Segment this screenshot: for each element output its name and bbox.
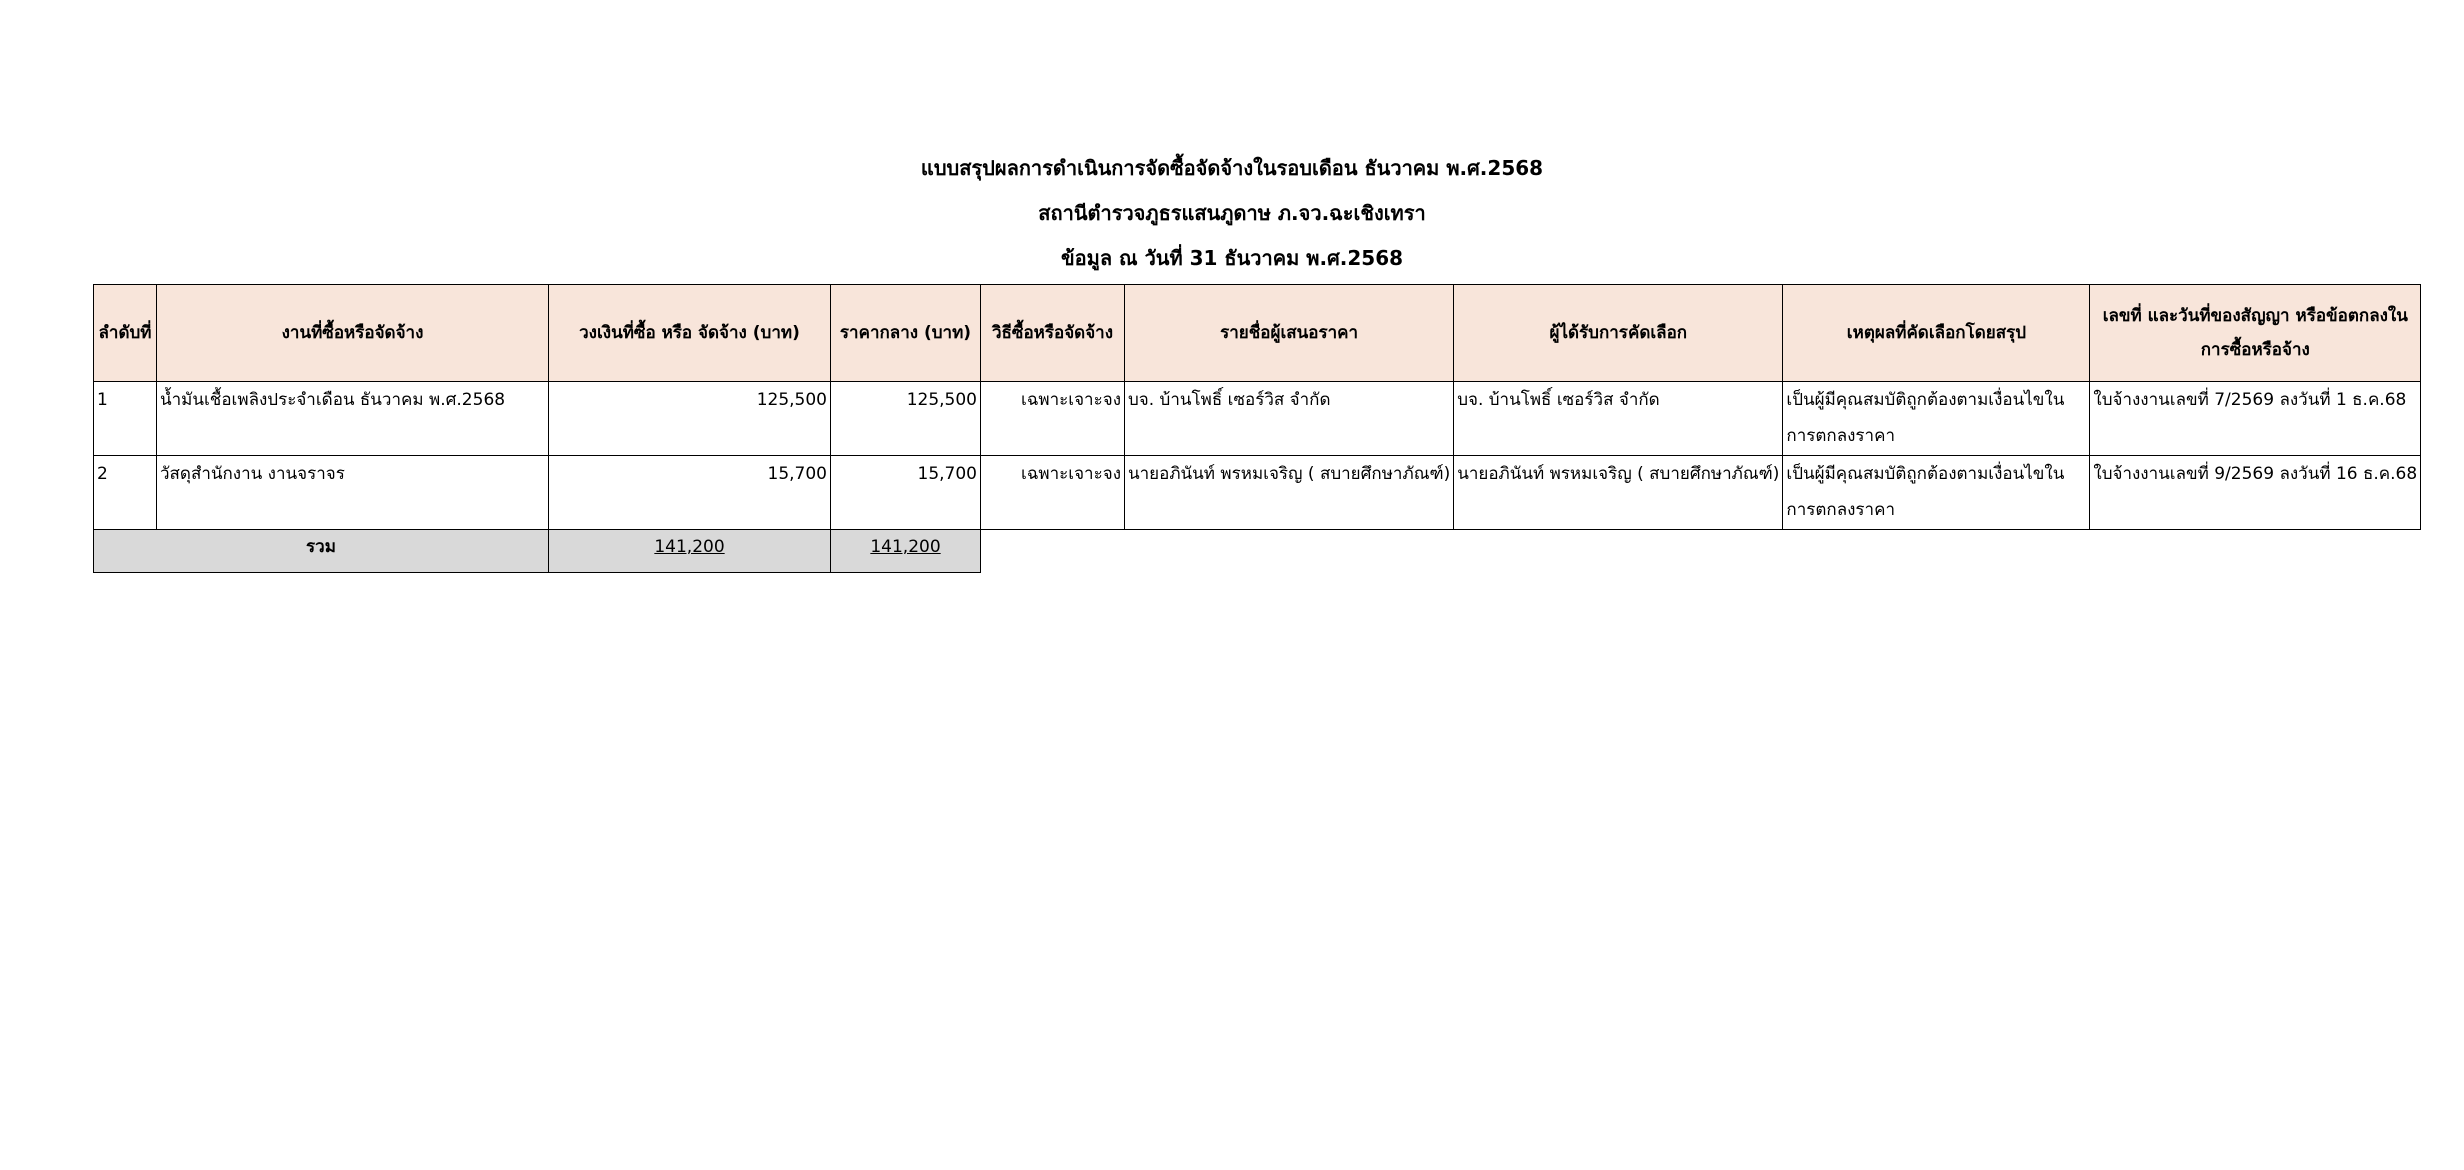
header-reason: เหตุผลที่คัดเลือกโดยสรุป: [1783, 285, 2090, 382]
table-header-row: [94, 285, 2421, 382]
header-seq: ลำดับที่: [94, 285, 157, 382]
cell-winner: นายอภินันท์ พรหมเจริญ ( สบายศึกษาภัณฑ์): [1454, 456, 1783, 530]
table-row: [94, 456, 2421, 530]
cell-reason: เป็นผู้มีคุณสมบัติถูกต้องตามเงื่อนไขในการตกลงราคา: [1783, 456, 2090, 530]
total-budget: 141,200: [549, 530, 831, 573]
total-median-price: 141,200: [831, 530, 981, 573]
table-row: [94, 382, 2421, 456]
cell-seq: 1: [94, 382, 157, 456]
header-item: งานที่ซื้อหรือจัดจ้าง: [157, 285, 549, 382]
cell-bidders: บจ. บ้านโพธิ์ เซอร์วิส จำกัด: [1125, 382, 1454, 456]
report-title: แบบสรุปผลการดำเนินการจัดซื้อจัดจ้างในรอบเดือน ธันวาคม พ.ศ.2568: [920, 156, 1544, 180]
header-budget: วงเงินที่ซื้อ หรือ จัดจ้าง (บาท): [549, 285, 831, 382]
procurement-summary-table: [93, 284, 2421, 573]
cell-contract: ใบจ้างงานเลขที่ 7/2569 ลงวันที่ 1 ธ.ค.68: [2090, 382, 2421, 456]
header-contract: เลขที่ และวันที่ของสัญญา หรือข้อตกลงในการซื้อหรือจ้าง: [2090, 285, 2421, 382]
data-as-of-date: ข้อมูล ณ วันที่ 31 ธันวาคม พ.ศ.2568: [1060, 246, 1404, 270]
cell-budget: 15,700: [549, 456, 831, 530]
cell-contract: ใบจ้างงานเลขที่ 9/2569 ลงวันที่ 16 ธ.ค.68: [2090, 456, 2421, 530]
total-row-blank: [981, 530, 2421, 573]
cell-budget: 125,500: [549, 382, 831, 456]
cell-item: น้ำมันเชื้อเพลิงประจำเดือน ธันวาคม พ.ศ.2568: [157, 382, 549, 456]
cell-seq: 2: [94, 456, 157, 530]
cell-winner: บจ. บ้านโพธิ์ เซอร์วิส จำกัด: [1454, 382, 1783, 456]
table-total-row: [94, 530, 2421, 573]
header-method: วิธีซื้อหรือจัดจ้าง: [981, 285, 1125, 382]
cell-bidders: นายอภินันท์ พรหมเจริญ ( สบายศึกษาภัณฑ์): [1125, 456, 1454, 530]
cell-median-price: 125,500: [831, 382, 981, 456]
header-winner: ผู้ได้รับการคัดเลือก: [1454, 285, 1783, 382]
total-label: รวม: [94, 530, 549, 573]
cell-item: วัสดุสำนักงาน งานจราจร: [157, 456, 549, 530]
cell-method: เฉพาะเจาะจง: [981, 456, 1125, 530]
cell-reason: เป็นผู้มีคุณสมบัติถูกต้องตามเงื่อนไขในการตกลงราคา: [1783, 382, 2090, 456]
cell-method: เฉพาะเจาะจง: [981, 382, 1125, 456]
header-median-price: ราคากลาง (บาท): [831, 285, 981, 382]
station-name: สถานีตำรวจภูธรแสนภูดาษ ภ.จว.ฉะเชิงเทรา: [1038, 201, 1426, 225]
report-titles: [0, 150, 2464, 285]
cell-median-price: 15,700: [831, 456, 981, 530]
header-bidders: รายชื่อผู้เสนอราคา: [1125, 285, 1454, 382]
